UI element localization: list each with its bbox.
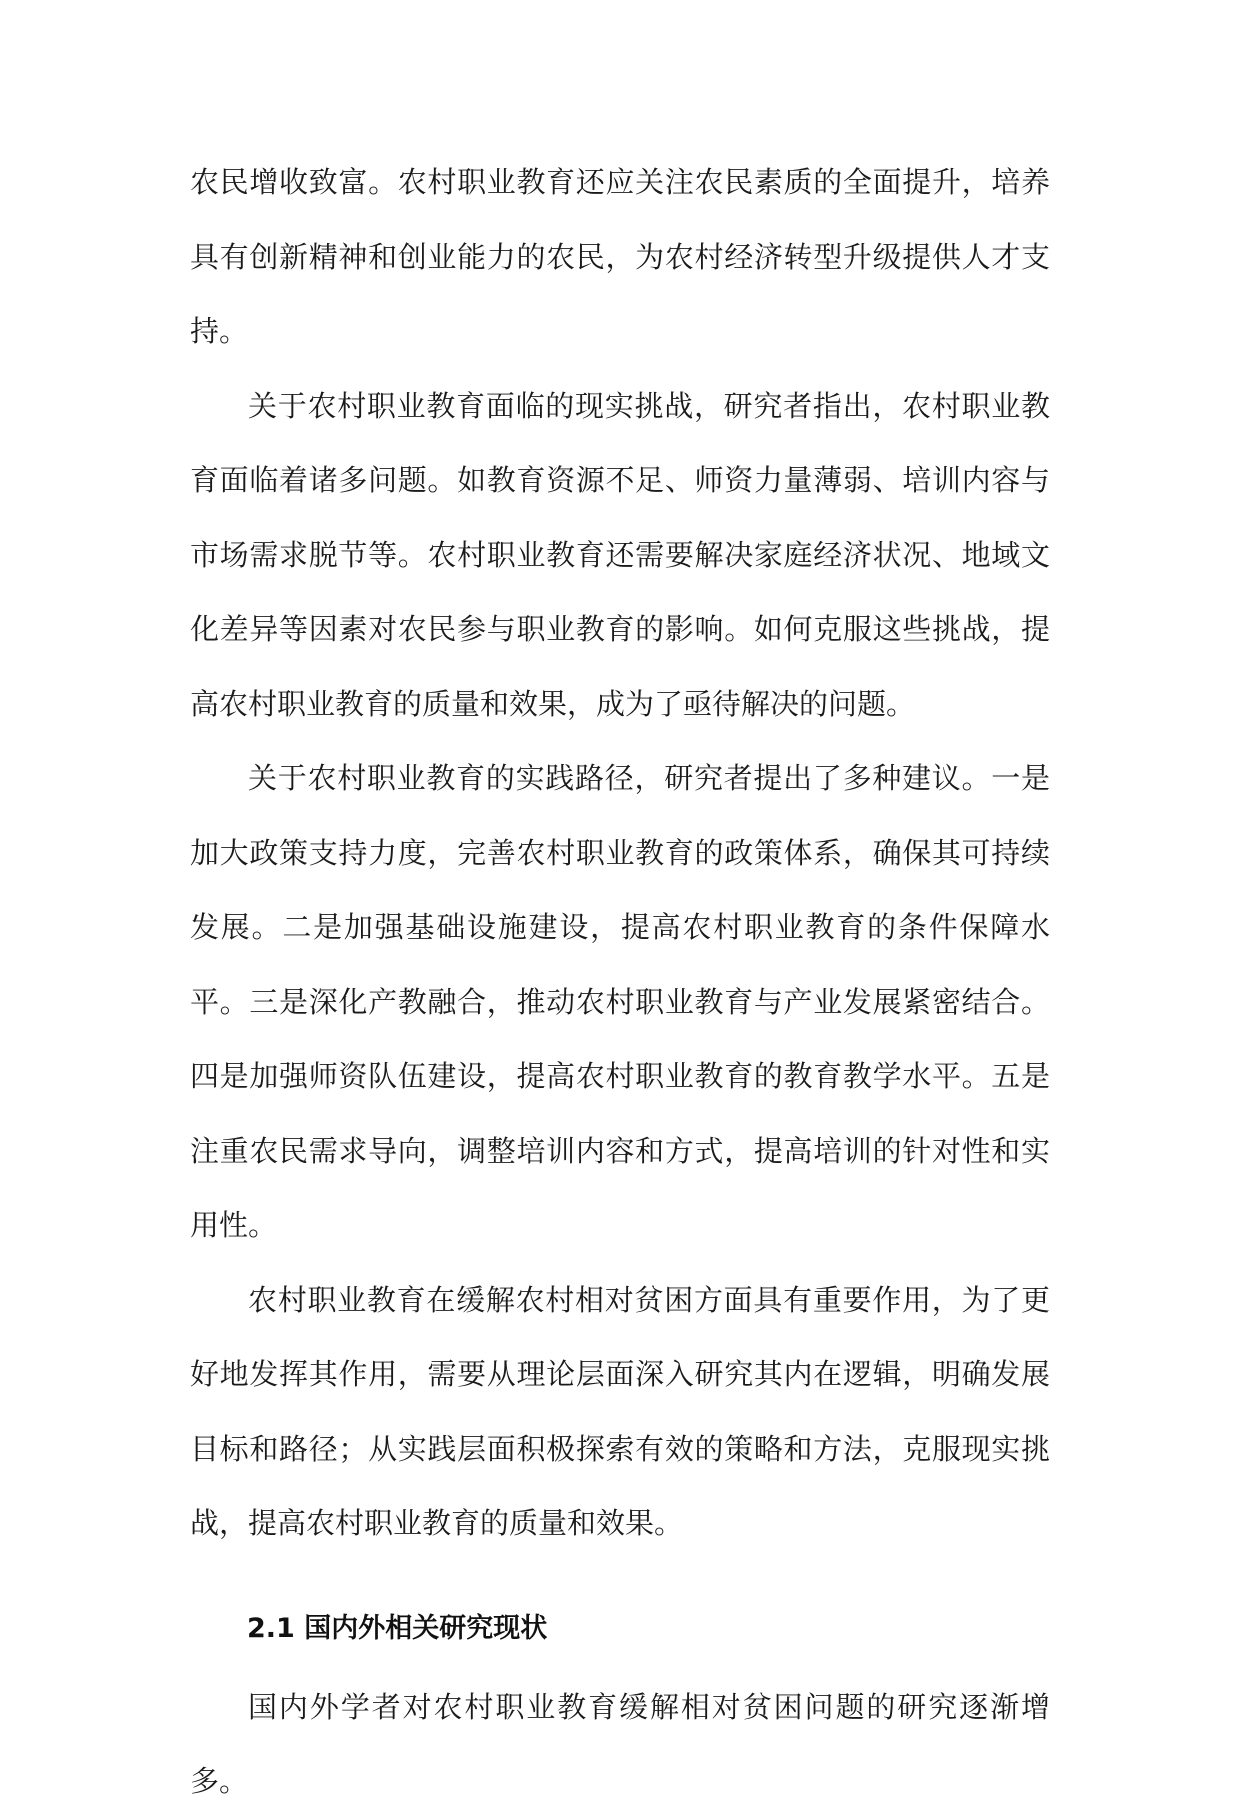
paragraph-summary: 农村职业教育在缓解农村相对贫困方面具有重要作用，为了更好地发挥其作用，需要从理论层面深入研究其内在逻辑，明确发展目标和路径；从实践层面积极探索有效的策略和方法，克服现实挑战，提高农村职业教育的质量和效果。 (190, 1282, 1050, 1540)
paragraph-practice-paths: 关于农村职业教育的实践路径，研究者提出了多种建议。一是加大政策支持力度，完善农村职业教育的政策体系，确保其可持续发展。二是加强基础设施建设，提高农村职业教育的条件保障水平。三是深化产教融合，推动农村职业教育与产业发展紧密结合。四是加强师资队伍建设，提高农村职业教育的教育教学水平。五是注重农民需求导向，调整培训内容和方式，提高培训的针对性和实用性。 (190, 761, 1050, 1242)
section-heading: 2.1 国内外相关研究现状 (247, 1612, 548, 1644)
paragraph-challenges: 关于农村职业教育面临的现实挑战，研究者指出，农村职业教育面临着诸多问题。如教育资源不足、师资力量薄弱、培训内容与市场需求脱节等。农村职业教育还需要解决家庭经济状况、地域文化差异等因素对农民参与职业教育的影响。如何克服这些挑战，提高农村职业教育的质量和效果，成为了亟待解决的问题。 (190, 388, 1050, 721)
paragraph-section-intro: 国内外学者对农村职业教育缓解相对贫困问题的研究逐渐增多。 (190, 1689, 1050, 1798)
document-body (190, 145, 1050, 1819)
paragraph-continuation: 农民增收致富。农村职业教育还应关注农民素质的全面提升，培养具有创新精神和创业能力的农民，为农村经济转型升级提供人才支持。 (190, 165, 1050, 348)
